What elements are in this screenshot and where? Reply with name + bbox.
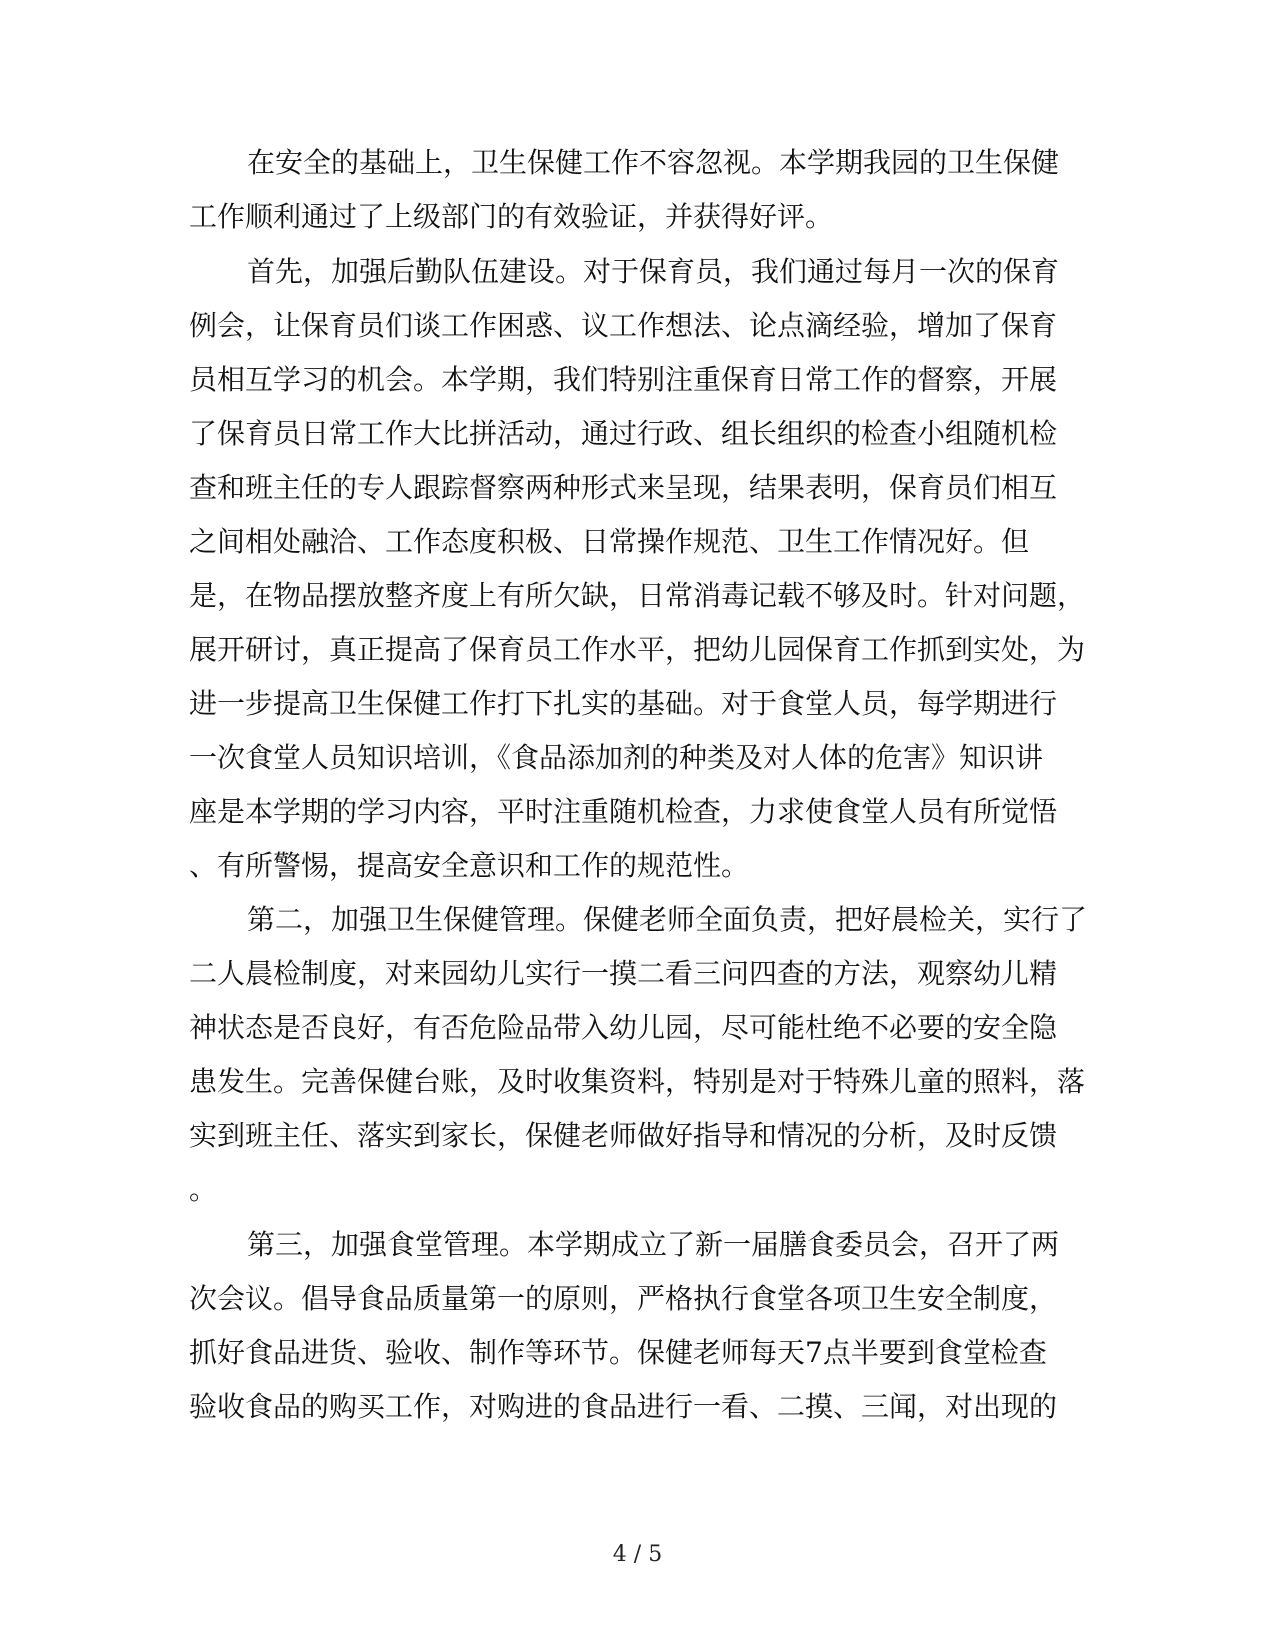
paragraph-3-line-6: 。: [189, 1173, 218, 1206]
paragraph-2-line-4: 了保育员日常工作大比拼活动，通过行政、组长组织的检查小组随机检: [189, 417, 1058, 450]
paragraph-2-line-1: 首先，加强后勤队伍建设。对于保育员，我们通过每月一次的保育: [247, 255, 1060, 288]
paragraph-1-line-1: 在安全的基础上，卫生保健工作不容忽视。本学期我园的卫生保健: [247, 146, 1060, 179]
paragraph-3-line-5: 实到班主任、落实到家长，保健老师做好指导和情况的分析，及时反馈: [189, 1119, 1058, 1152]
paragraph-4-line-3: 抓好食品进货、验收、制作等环节。保健老师每天7点半要到食堂检查: [189, 1336, 1047, 1369]
paragraph-2-line-2: 例会，让保育员们谈工作困惑、议工作想法、论点滴经验，增加了保育: [189, 309, 1058, 342]
paragraph-3-line-4: 患发生。完善保健台账，及时收集资料，特别是对于特殊儿童的照料，落: [189, 1065, 1086, 1098]
paragraph-2-line-5: 查和班主任的专人跟踪督察两种形式来呈现，结果表明，保育员们相互: [189, 471, 1058, 504]
paragraph-3-line-2: 二人晨检制度，对来园幼儿实行一摸二看三问四查的方法，观察幼儿精: [189, 957, 1058, 990]
paragraph-1-line-2: 工作顺利通过了上级部门的有效验证，并获得好评。: [189, 200, 834, 233]
paragraph-2-line-9: 进一步提高卫生保健工作打下扎实的基础。对于食堂人员，每学期进行: [189, 687, 1058, 720]
paragraph-2-line-12: 、有所警惕，提高安全意识和工作的规范性。: [189, 849, 750, 882]
paragraph-2-line-7: 是，在物品摆放整齐度上有所欠缺，日常消毒记载不够及时。针对问题，: [189, 579, 1086, 612]
paragraph-3-line-1: 第二，加强卫生保健管理。保健老师全面负责，把好晨检关，实行了: [247, 903, 1088, 936]
paragraph-2-line-11: 座是本学期的学习内容，平时注重随机检查，力求使食堂人员有所觉悟: [189, 795, 1058, 828]
paragraph-2-line-6: 之间相处融洽、工作态度积极、日常操作规范、卫生工作情况好。但: [189, 525, 1030, 558]
paragraph-4-line-4: 验收食品的购买工作，对购进的食品进行一看、二摸、三闻，对出现的: [189, 1390, 1058, 1423]
paragraph-3-line-3: 神状态是否良好，有否危险品带入幼儿园，尽可能杜绝不必要的安全隐: [189, 1011, 1058, 1044]
paragraph-4-line-1: 第三，加强食堂管理。本学期成立了新一届膳食委员会，召开了两: [247, 1228, 1060, 1261]
paragraph-2-line-3: 员相互学习的机会。本学期，我们特别注重保育日常工作的督察，开展: [189, 363, 1058, 396]
paragraph-2-line-8: 展开研讨，真正提高了保育员工作水平，把幼儿园保育工作抓到实处，为: [189, 633, 1086, 666]
paragraph-2-line-10: 一次食堂人员知识培训，《食品添加剂的种类及对人体的危害》知识讲: [189, 741, 1044, 774]
paragraph-4-line-2: 次会议。倡导食品质量第一的原则，严格执行食堂各项卫生安全制度，: [189, 1282, 1058, 1315]
page-number: 4 / 5: [612, 1542, 663, 1567]
